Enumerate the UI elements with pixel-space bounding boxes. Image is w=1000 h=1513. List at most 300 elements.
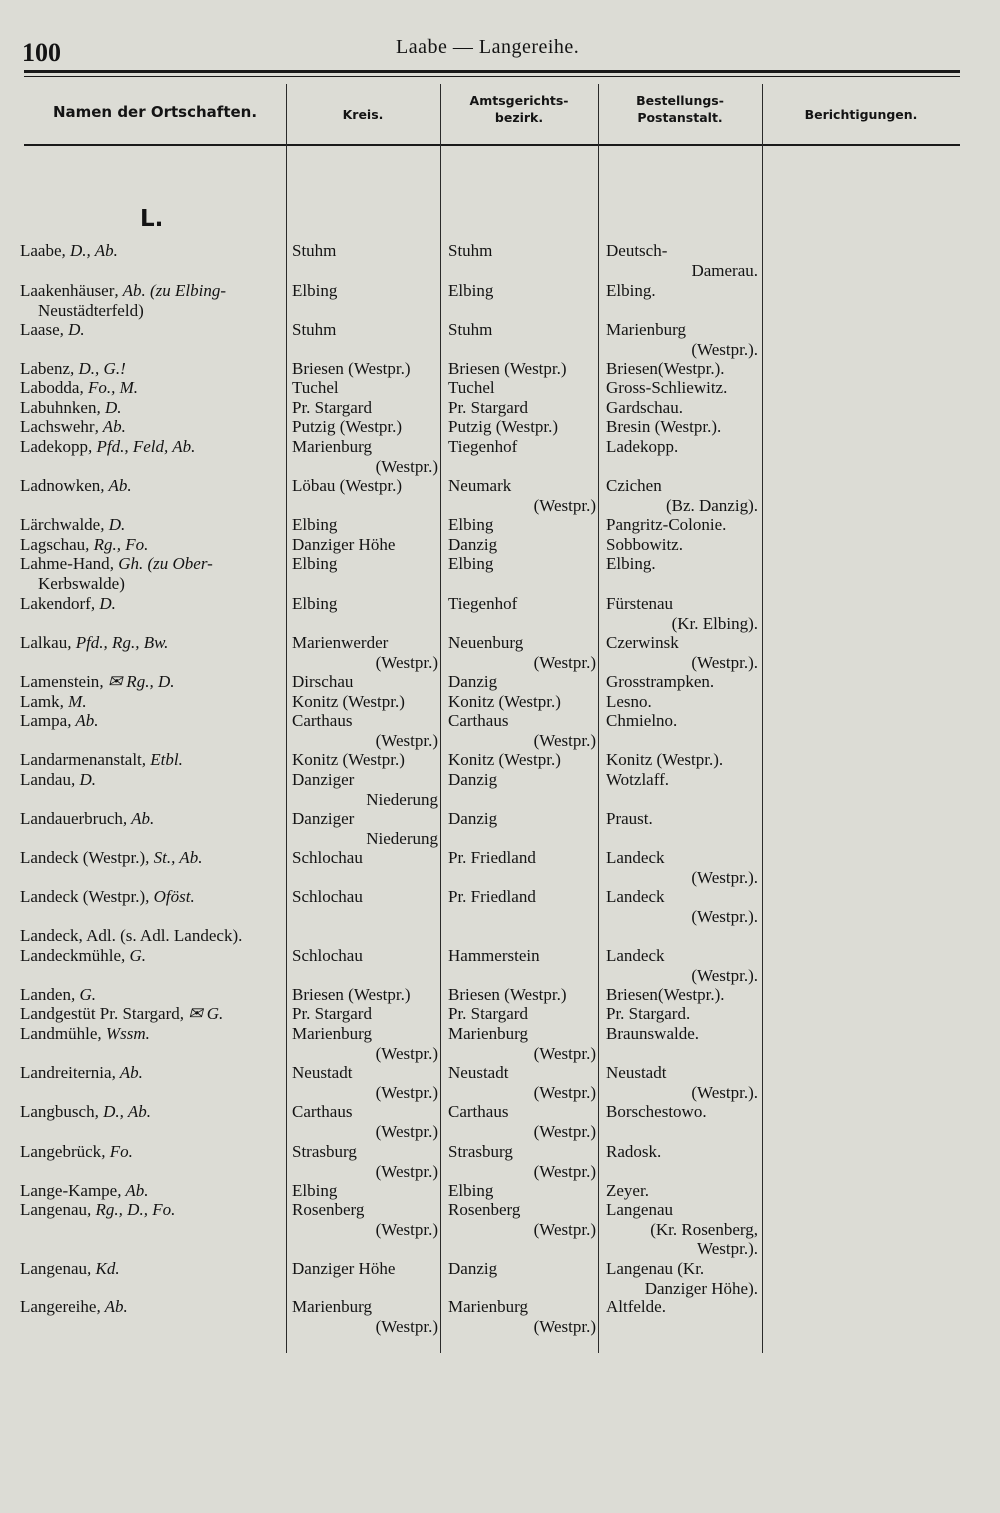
postanstalt-value: Ladekopp. <box>606 437 679 456</box>
place-name: Landeck (Westpr.) <box>20 887 146 906</box>
postanstalt-cell <box>606 378 758 398</box>
place-name-cell <box>20 692 288 712</box>
postanstalt-cell <box>606 809 758 829</box>
place-type: , Etbl. <box>141 750 183 769</box>
postanstalt-value: Bresin (Westpr.). <box>606 417 722 436</box>
place-name-cell <box>20 1142 288 1162</box>
amtsgericht-value-continued: (Westpr.) <box>533 1219 596 1239</box>
column-divider <box>762 84 763 1353</box>
amtsgericht-value: Carthaus <box>448 1102 509 1121</box>
kreis-value: Elbing <box>292 554 338 573</box>
amtsgericht-cell <box>448 398 596 418</box>
postanstalt-cell <box>606 515 758 535</box>
postanstalt-cell <box>606 711 758 731</box>
place-type: , Fo., M. <box>79 378 139 397</box>
kreis-cell <box>292 946 438 966</box>
place-name-cell <box>20 241 288 261</box>
place-name-cell <box>20 672 288 692</box>
postanstalt-value: Czichen <box>606 476 662 495</box>
kreis-cell <box>292 320 438 340</box>
kreis-cell <box>292 476 438 496</box>
place-type: , Rg., D., Fo. <box>87 1200 176 1219</box>
amtsgericht-value: Tuchel <box>448 378 495 397</box>
place-type: , Ab. <box>122 809 155 828</box>
amtsgericht-value: Marienburg <box>448 1024 528 1043</box>
kreis-cell <box>292 809 438 848</box>
postanstalt-cell <box>606 985 758 1005</box>
place-type: , Gh. (zu Ober- <box>109 554 213 573</box>
postanstalt-value-continued: (Westpr.). <box>691 867 758 887</box>
place-type: , Pfd., Feld, Ab. <box>87 437 196 456</box>
running-head: Laabe — Langereihe. <box>396 36 580 58</box>
place-name-cell <box>20 320 288 340</box>
place-name-continued: Neustädterfeld) <box>38 300 144 320</box>
place-name-cell <box>20 281 288 320</box>
amtsgericht-value: Konitz (Westpr.) <box>448 692 561 711</box>
kreis-value: Neustadt <box>292 1063 353 1082</box>
place-name-cell <box>20 398 288 418</box>
place-name: Lachswehr <box>20 417 95 436</box>
postanstalt-cell <box>606 1004 758 1024</box>
place-name-cell <box>20 946 288 966</box>
amtsgericht-cell <box>448 672 596 692</box>
place-name-cell <box>20 1181 288 1201</box>
place-name: Lalkau <box>20 633 68 652</box>
amtsgericht-value: Stuhm <box>448 320 493 339</box>
amtsgericht-value-continued: (Westpr.) <box>533 730 596 750</box>
amtsgericht-value: Neumark <box>448 476 512 495</box>
kreis-cell <box>292 711 438 750</box>
amtsgericht-cell <box>448 633 596 672</box>
postanstalt-value: Radosk. <box>606 1142 662 1161</box>
place-name: Laase <box>20 320 60 339</box>
postanstalt-value: Landeck <box>606 946 665 965</box>
place-name-cell <box>20 1004 288 1024</box>
place-name: Lampa <box>20 711 68 730</box>
place-name: Langereihe <box>20 1297 97 1316</box>
place-name-cell <box>20 437 288 457</box>
postanstalt-value: Elbing. <box>606 554 656 573</box>
amtsgericht-value-continued: (Westpr.) <box>533 1161 596 1181</box>
amtsgericht-cell <box>448 985 596 1005</box>
place-type: , D. <box>59 320 85 339</box>
kreis-value: Dirschau <box>292 672 354 691</box>
kreis-cell <box>292 1102 438 1141</box>
postanstalt-value: Sobbowitz. <box>606 535 683 554</box>
kreis-value: Strasburg <box>292 1142 357 1161</box>
kreis-cell <box>292 1004 438 1024</box>
place-name-cell <box>20 1297 288 1317</box>
place-name-cell <box>20 1102 288 1122</box>
amtsgericht-cell <box>448 1181 596 1201</box>
place-name-cell <box>20 554 288 593</box>
place-name-cell <box>20 1200 288 1220</box>
postanstalt-cell <box>606 887 758 926</box>
amtsgericht-value-continued: (Westpr.) <box>533 1316 596 1336</box>
place-name: Lärchwalde <box>20 515 101 534</box>
kreis-cell <box>292 848 438 868</box>
kreis-cell <box>292 985 438 1005</box>
place-name: Landauerbruch <box>20 809 123 828</box>
postanstalt-cell <box>606 848 758 887</box>
postanstalt-cell <box>606 633 758 672</box>
postanstalt-cell <box>606 1181 758 1201</box>
amtsgericht-value: Elbing <box>448 281 494 300</box>
amtsgericht-value-continued: (Westpr.) <box>533 495 596 515</box>
postanstalt-cell <box>606 281 758 301</box>
postanstalt-value: Langenau (Kr. <box>606 1259 705 1278</box>
column-divider <box>598 84 599 1353</box>
amtsgericht-cell <box>448 1004 596 1024</box>
amtsgericht-value-continued: (Westpr.) <box>533 1043 596 1063</box>
kreis-value: Elbing <box>292 1181 338 1200</box>
amtsgericht-cell <box>448 1297 596 1336</box>
postanstalt-value: Czerwinsk <box>606 633 679 652</box>
kreis-value-continued: (Westpr.) <box>375 730 438 750</box>
postanstalt-value: Neustadt <box>606 1063 667 1082</box>
postanstalt-value: Wotzlaff. <box>606 770 669 789</box>
page-number: 100 <box>22 38 61 67</box>
place-type: , G. <box>121 946 147 965</box>
kreis-cell <box>292 281 438 301</box>
place-name: Ladekopp <box>20 437 88 456</box>
header-line: Bestellungs- <box>636 93 724 108</box>
place-name-cell <box>20 1259 288 1279</box>
postanstalt-cell <box>606 692 758 712</box>
place-name-cell <box>20 378 288 398</box>
postanstalt-cell <box>606 320 758 359</box>
place-name: Lakendorf <box>20 594 91 613</box>
postanstalt-value: Deutsch- <box>606 241 668 260</box>
place-name-cell <box>20 633 288 653</box>
place-name-cell <box>20 535 288 555</box>
amtsgericht-cell <box>448 750 596 770</box>
kreis-cell <box>292 633 438 672</box>
place-name-cell <box>20 770 288 790</box>
place-type: , Ab. <box>94 417 126 436</box>
column-header-postanstalt <box>598 92 762 126</box>
place-name: Langbusch <box>20 1102 95 1121</box>
postanstalt-value: Grosstrampken. <box>606 672 715 691</box>
kreis-cell <box>292 1063 438 1102</box>
amtsgericht-value: Danzig <box>448 1259 498 1278</box>
place-name-cell <box>20 809 288 829</box>
postanstalt-value-continued: (Westpr.). <box>691 339 758 359</box>
kreis-cell <box>292 437 438 476</box>
kreis-cell <box>292 672 438 692</box>
kreis-value: Elbing <box>292 281 338 300</box>
amtsgericht-value: Konitz (Westpr.) <box>448 750 561 769</box>
amtsgericht-cell <box>448 241 596 261</box>
place-name: Labenz <box>20 359 71 378</box>
postanstalt-value-continued: (Westpr.). <box>691 906 758 926</box>
place-type: , Rg., Fo. <box>85 535 149 554</box>
amtsgericht-cell <box>448 809 596 829</box>
section-letter: L. <box>140 206 164 232</box>
place-type: , ✉ G. <box>179 1004 224 1023</box>
postanstalt-value: Chmielno. <box>606 711 678 730</box>
place-type: , D. <box>70 770 97 789</box>
amtsgericht-value-continued: (Westpr.) <box>533 652 596 672</box>
postanstalt-value: Lesno. <box>606 692 652 711</box>
amtsgericht-cell <box>448 320 596 340</box>
kreis-cell <box>292 692 438 712</box>
kreis-value: Schlochau <box>292 946 363 965</box>
place-type: , Ab. <box>100 476 132 495</box>
kreis-cell <box>292 554 438 574</box>
postanstalt-value: Elbing. <box>606 281 656 300</box>
amtsgericht-cell <box>448 692 596 712</box>
kreis-cell <box>292 1297 438 1336</box>
amtsgericht-cell <box>448 535 596 555</box>
postanstalt-cell <box>606 750 758 770</box>
amtsgericht-value: Rosenberg <box>448 1200 521 1219</box>
postanstalt-cell <box>606 672 758 692</box>
postanstalt-cell <box>606 398 758 418</box>
postanstalt-cell <box>606 417 758 437</box>
postanstalt-cell <box>606 1024 758 1044</box>
postanstalt-value-continued: (Kr. Rosenberg, <box>650 1219 758 1239</box>
amtsgericht-value-continued: (Westpr.) <box>533 1082 596 1102</box>
postanstalt-cell <box>606 1142 758 1162</box>
kreis-cell <box>292 378 438 398</box>
postanstalt-value: Briesen(Westpr.). <box>606 359 725 378</box>
kreis-cell <box>292 1142 438 1181</box>
amtsgericht-cell <box>448 476 596 515</box>
amtsgericht-cell <box>448 770 596 790</box>
kreis-value: Marienwerder <box>292 633 389 652</box>
kreis-value: Carthaus <box>292 1102 353 1121</box>
amtsgericht-cell <box>448 1024 596 1063</box>
place-type: , D., Ab. <box>61 241 118 260</box>
kreis-cell <box>292 1181 438 1201</box>
column-header-amtsgerichtsbezirk <box>440 92 598 126</box>
postanstalt-value: Landeck <box>606 848 665 867</box>
amtsgericht-value: Carthaus <box>448 711 509 730</box>
column-header-names: Namen der Ortschaften. <box>52 103 258 121</box>
place-type: , Pfd., Rg., Bw. <box>67 633 169 652</box>
amtsgericht-value: Hammerstein <box>448 946 540 965</box>
place-name: Lahme-Hand <box>20 554 110 573</box>
place-name-cell <box>20 594 288 614</box>
kreis-value-continued: (Westpr.) <box>375 1219 438 1239</box>
column-header-rule <box>24 144 960 146</box>
place-name-cell <box>20 926 288 946</box>
kreis-value: Löbau (Westpr.) <box>292 476 403 495</box>
kreis-cell <box>292 1259 438 1279</box>
postanstalt-value: Zeyer. <box>606 1181 649 1200</box>
kreis-value: Konitz (Westpr.) <box>292 750 405 769</box>
place-name-cell <box>20 985 288 1005</box>
kreis-cell <box>292 417 438 437</box>
kreis-value: Marienburg <box>292 437 372 456</box>
place-name-cell <box>20 848 288 868</box>
postanstalt-cell <box>606 476 758 515</box>
kreis-value: Stuhm <box>292 241 337 260</box>
postanstalt-value: Pangritz-Colonie. <box>606 515 727 534</box>
place-type: , M. <box>59 692 87 711</box>
amtsgericht-cell <box>448 711 596 750</box>
kreis-value-continued: (Westpr.) <box>375 456 438 476</box>
postanstalt-value: Braunswalde. <box>606 1024 700 1043</box>
amtsgericht-cell <box>448 1102 596 1141</box>
kreis-value: Stuhm <box>292 320 337 339</box>
place-name: Landau <box>20 770 71 789</box>
postanstalt-cell <box>606 594 758 633</box>
column-header-kreis: Kreis. <box>342 107 384 122</box>
amtsgericht-value: Danzig <box>448 672 498 691</box>
postanstalt-value: Altfelde. <box>606 1297 666 1316</box>
kreis-value: Danziger Höhe <box>292 535 396 554</box>
place-name: Lagschau <box>20 535 86 554</box>
kreis-value-continued: (Westpr.) <box>375 1043 438 1063</box>
amtsgericht-value: Tiegenhof <box>448 437 518 456</box>
postanstalt-value: Langenau <box>606 1200 674 1219</box>
place-name-cell <box>20 1063 288 1083</box>
kreis-value: Marienburg <box>292 1297 372 1316</box>
place-type: , D. <box>100 515 126 534</box>
place-type: , G. <box>70 985 97 1004</box>
place-type: , Fo. <box>101 1142 133 1161</box>
postanstalt-value: Briesen(Westpr.). <box>606 985 725 1004</box>
place-name: Landmühle <box>20 1024 98 1043</box>
place-type: , St., Ab. <box>145 848 203 867</box>
kreis-value-continued: (Westpr.) <box>375 1121 438 1141</box>
kreis-cell <box>292 1200 438 1239</box>
amtsgericht-cell <box>448 594 596 614</box>
kreis-value: Briesen (Westpr.) <box>292 359 411 378</box>
postanstalt-value-continued: (Kr. Elbing). <box>671 613 758 633</box>
amtsgericht-cell <box>448 515 596 535</box>
column-header-berichtigungen: Berichtigungen. <box>804 107 918 122</box>
postanstalt-cell <box>606 359 758 379</box>
postanstalt-value: Marienburg <box>606 320 686 339</box>
amtsgericht-value: Strasburg <box>448 1142 513 1161</box>
amtsgericht-value: Pr. Stargard <box>448 1004 528 1023</box>
postanstalt-value-continued: (Bz. Danzig). <box>665 495 758 515</box>
place-name: Landeck (Westpr.) <box>20 848 146 867</box>
amtsgericht-cell <box>448 1142 596 1181</box>
amtsgericht-cell <box>448 887 596 907</box>
postanstalt-cell <box>606 535 758 555</box>
amtsgericht-cell <box>448 417 596 437</box>
place-name: Laabe <box>20 241 62 260</box>
place-name: Ladnowken <box>20 476 101 495</box>
postanstalt-value-continued: (Westpr.). <box>691 965 758 985</box>
amtsgericht-cell <box>448 848 596 868</box>
kreis-value-continued: (Westpr.) <box>375 1161 438 1181</box>
place-type: , D., G.! <box>70 359 126 378</box>
kreis-value-continued: Niederung <box>366 828 438 848</box>
place-name: Labuhnken <box>20 398 97 417</box>
kreis-value-continued: (Westpr.) <box>375 1082 438 1102</box>
postanstalt-value: Konitz (Westpr.). <box>606 750 724 769</box>
amtsgericht-cell <box>448 1063 596 1102</box>
header-line: Amtsgerichts- <box>469 93 569 108</box>
postanstalt-value-continued: Damerau. <box>691 260 758 280</box>
place-name: Lamk <box>20 692 60 711</box>
place-name-continued: Kerbswalde) <box>38 573 125 593</box>
kreis-value: Briesen (Westpr.) <box>292 985 411 1004</box>
place-name-cell <box>20 515 288 535</box>
place-name-cell <box>20 359 288 379</box>
place-name-cell <box>20 750 288 770</box>
place-name: Lange-Kampe <box>20 1181 118 1200</box>
place-name: Landreiternia <box>20 1063 112 1082</box>
place-name: Labodda <box>20 378 80 397</box>
postanstalt-value-continued: Westpr.). <box>697 1239 758 1258</box>
amtsgericht-cell <box>448 281 596 301</box>
kreis-value: Danziger <box>292 770 355 789</box>
kreis-cell <box>292 887 438 907</box>
kreis-value: Schlochau <box>292 887 363 906</box>
postanstalt-value: Pr. Stargard. <box>606 1004 691 1023</box>
kreis-cell <box>292 750 438 770</box>
kreis-value: Pr. Stargard <box>292 1004 372 1023</box>
amtsgericht-value: Briesen (Westpr.) <box>448 359 567 378</box>
kreis-value: Danziger Höhe <box>292 1259 396 1278</box>
amtsgericht-value: Neustadt <box>448 1063 509 1082</box>
kreis-value: Schlochau <box>292 848 363 867</box>
place-name-cell <box>20 1024 288 1044</box>
kreis-value-continued: (Westpr.) <box>375 652 438 672</box>
postanstalt-cell <box>606 946 758 985</box>
place-name: Landen <box>20 985 71 1004</box>
postanstalt-cell <box>606 554 758 574</box>
amtsgericht-value: Neuenburg <box>448 633 524 652</box>
postanstalt-value: Praust. <box>606 809 653 828</box>
place-type: , Ab. (zu Elbing- <box>114 281 226 300</box>
kreis-cell <box>292 241 438 261</box>
kreis-cell <box>292 359 438 379</box>
kreis-value: Elbing <box>292 515 338 534</box>
postanstalt-cell <box>606 1297 758 1317</box>
place-type: , Kd. <box>87 1259 120 1278</box>
postanstalt-value-continued: (Westpr.). <box>691 1082 758 1102</box>
header-rule-thin <box>24 76 960 77</box>
amtsgericht-value: Pr. Stargard <box>448 398 528 417</box>
amtsgericht-value: Elbing <box>448 515 494 534</box>
kreis-value: Tuchel <box>292 378 339 397</box>
postanstalt-cell <box>606 770 758 790</box>
postanstalt-value: Landeck <box>606 887 665 906</box>
amtsgericht-cell <box>448 554 596 574</box>
kreis-cell <box>292 1024 438 1063</box>
place-name-cell <box>20 417 288 437</box>
place-name: Lamenstein <box>20 672 100 691</box>
place-name: Langenau <box>20 1200 88 1219</box>
kreis-value: Carthaus <box>292 711 353 730</box>
place-type: , Ab. <box>96 1297 128 1316</box>
amtsgericht-value-continued: (Westpr.) <box>533 1121 596 1141</box>
amtsgericht-value: Danzig <box>448 535 498 554</box>
kreis-value-continued: (Westpr.) <box>375 1316 438 1336</box>
kreis-cell <box>292 770 438 809</box>
postanstalt-value: Fürstenau <box>606 594 674 613</box>
header-line: bezirk. <box>494 110 544 125</box>
postanstalt-cell <box>606 241 758 280</box>
place-type: , D. <box>90 594 116 613</box>
place-type: , Ab. <box>111 1063 143 1082</box>
place-name: Landgestüt Pr. Stargard <box>20 1004 180 1023</box>
postanstalt-value-continued: (Westpr.). <box>691 652 758 672</box>
place-name: Landeck, Adl. (s. Adl. Landeck). <box>20 926 243 945</box>
amtsgericht-cell <box>448 378 596 398</box>
postanstalt-value: Borschestowo. <box>606 1102 707 1121</box>
kreis-cell <box>292 398 438 418</box>
place-type: , ✉ Rg., D. <box>99 672 175 691</box>
kreis-value: Putzig (Westpr.) <box>292 417 403 436</box>
